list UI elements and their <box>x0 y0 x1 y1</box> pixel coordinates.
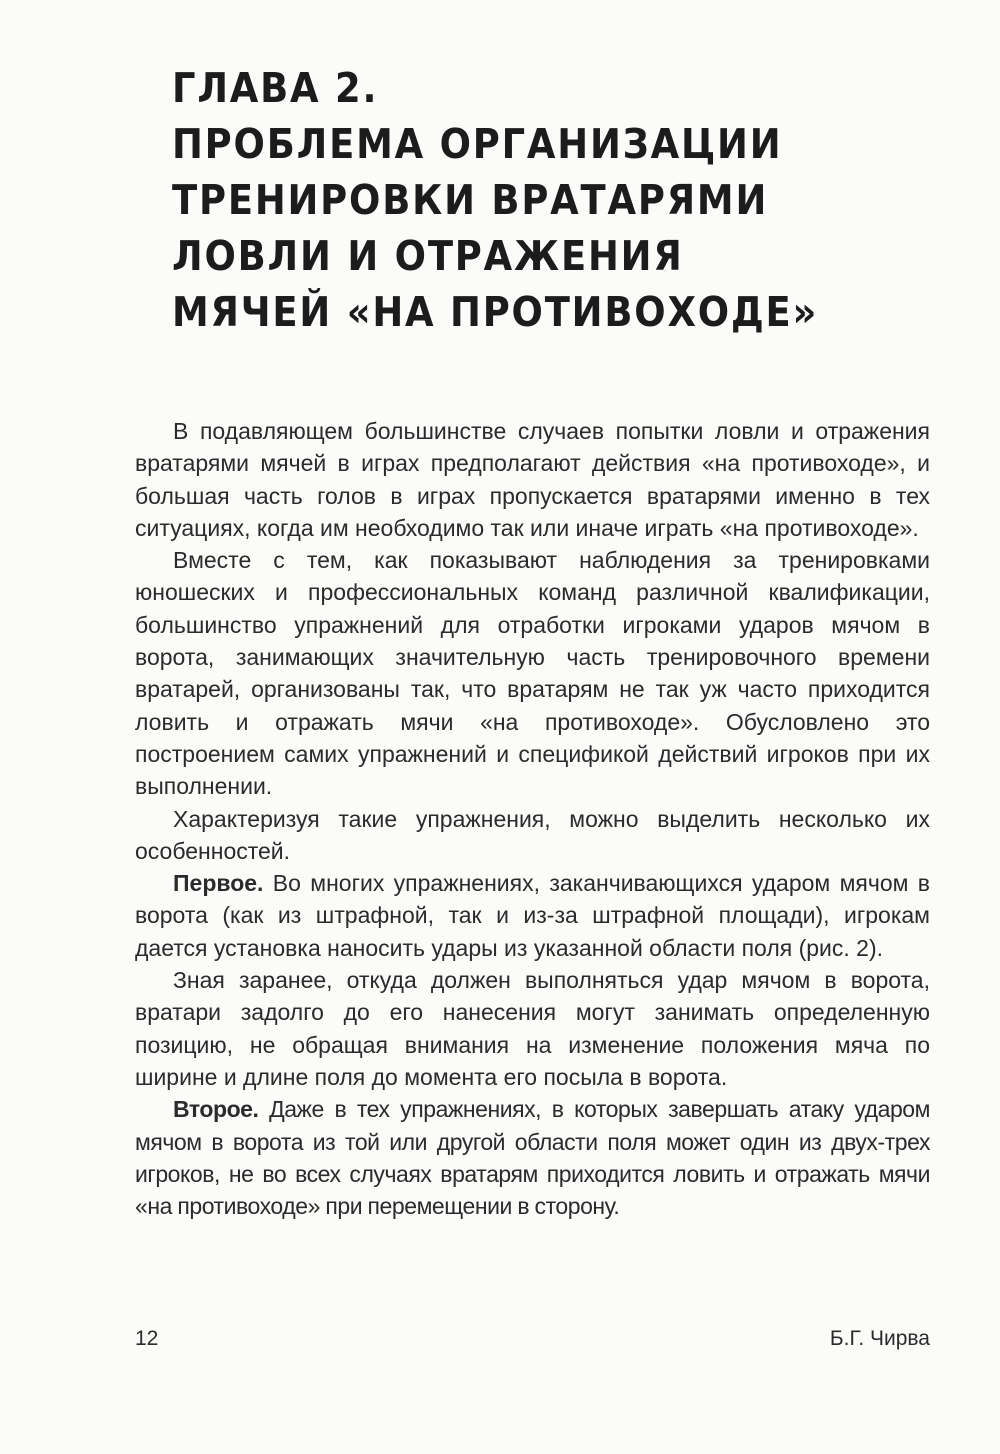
paragraph-text: Зная заранее, откуда должен выполняться удар мячом в ворота, вратари задолго до его нанесения могут занимать определенную позицию, не обращая внимания на изменение положения мяча по ширине и длине поля до момента его посыла в ворота. <box>135 967 930 1090</box>
paragraph-lead: Второе. <box>173 1096 259 1123</box>
paragraph-text: Во многих упражнениях, заканчивающихся ударом мячом в ворота (как из штрафной, так и из-за штрафной площади), игрокам дается установка наносить удары из указанной области поля (рис. 2). <box>135 870 930 961</box>
paragraph <box>135 803 930 868</box>
chapter-title-line: МЯЧЕЙ «НА ПРОТИВОХОДЕ» <box>172 288 819 336</box>
paragraph-text: В подавляющем большинстве случаев попытки ловли и отражения вратарями мячей в играх предполагают действия «на противоходе», и большая часть голов в играх пропускается вратарями именно в тех ситуациях, когда им необходимо так или иначе играть «на противоходе». <box>135 418 930 541</box>
paragraph <box>135 964 930 1093</box>
paragraph <box>135 1093 930 1222</box>
paragraph <box>135 867 930 964</box>
chapter-title-line: ЛОВЛИ И ОТРАЖЕНИЯ <box>172 232 684 280</box>
paragraph <box>135 544 930 802</box>
chapter-title-line: ПРОБЛЕМА ОРГАНИЗАЦИИ <box>172 120 783 168</box>
paragraph-lead: Первое. <box>173 870 264 897</box>
body-text <box>135 415 930 1222</box>
chapter-title <box>172 60 856 340</box>
page-number: 12 <box>135 1327 159 1350</box>
author-name: Б.Г. Чирва <box>829 1327 930 1350</box>
paragraph-text: Даже в тех упражнениях, в которых завершать атаку ударом мячом в ворота из той или другой области поля может один из двух-трех игроков, не во всех случаях вратарям приходится ловить и отражать мячи «на противоходе» при перемещении в сторону. <box>135 1096 930 1220</box>
paragraph <box>135 415 930 544</box>
chapter-title-line: ГЛАВА 2. <box>172 64 379 112</box>
chapter-title-line: ТРЕНИРОВКИ ВРАТАРЯМИ <box>172 176 769 224</box>
paragraph-text: Вместе с тем, как показывают наблюдения за тренировками юношеских и профессиональных команд различной квалификации, большинство упражнений для отработки игроками ударов мячом в ворота, занимающих значительную часть тренировочного времени вратарей, организованы так, что вратарям не так уж часто приходится ловить и отражать мячи «на противоходе». Обусловлено это построением самих упражнений и спецификой действий игроков при их выполнении. <box>135 547 930 800</box>
paragraph-text: Характеризуя такие упражнения, можно выделить несколько их особенностей. <box>135 805 930 864</box>
